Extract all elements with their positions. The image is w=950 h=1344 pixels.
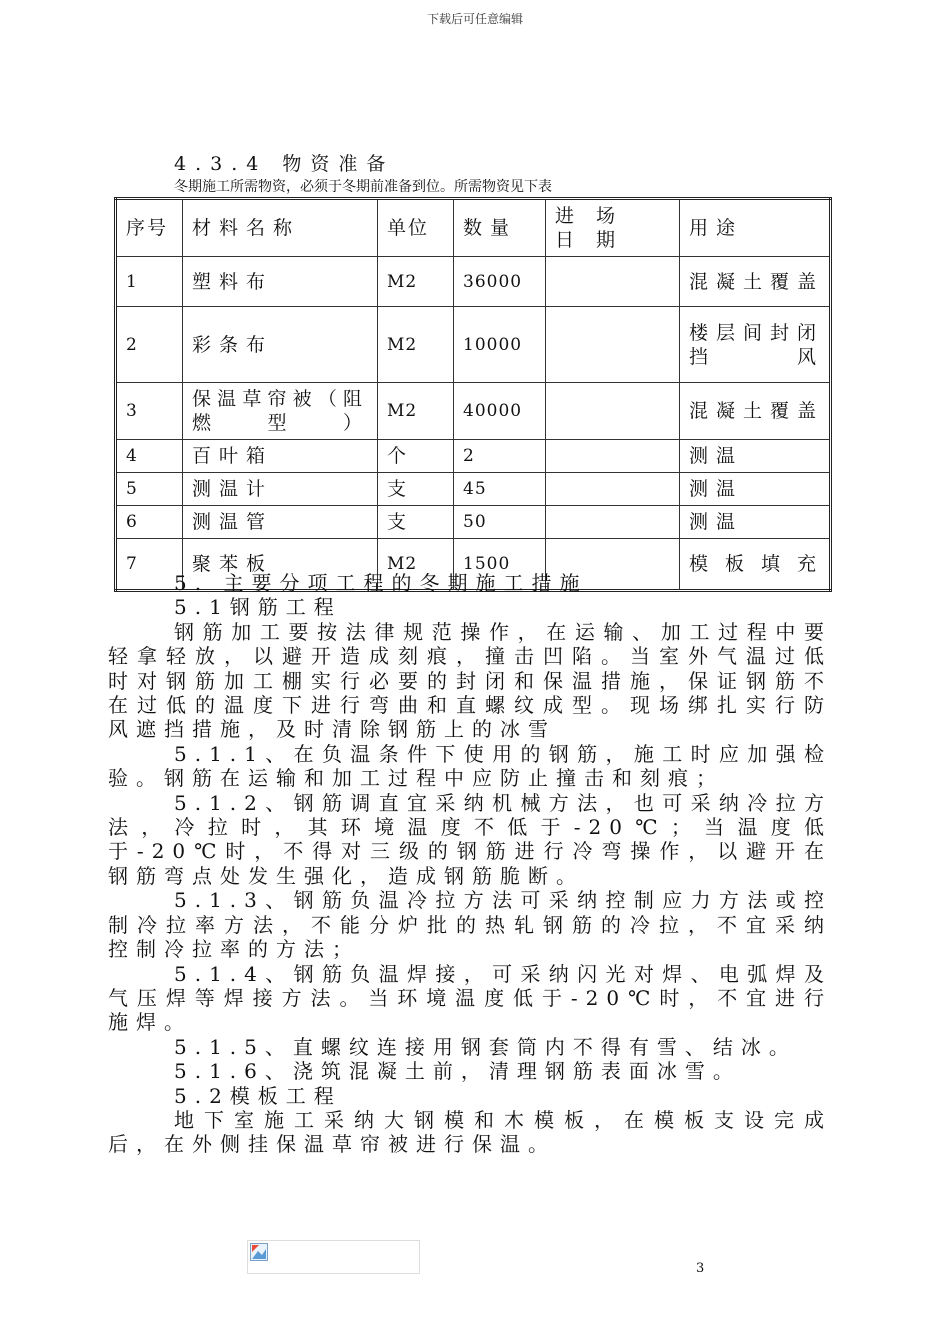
- cell-seq: 1: [116, 257, 183, 307]
- cell-date: [546, 257, 680, 307]
- cell-date: [546, 383, 680, 440]
- table-row: [116, 307, 831, 383]
- cell-name: 塑料布: [183, 257, 378, 307]
- header-note: 下载后可任意编辑: [426, 12, 523, 26]
- table-row: [116, 506, 831, 539]
- body-text: [108, 571, 832, 1157]
- header-use: 用途: [680, 199, 831, 257]
- cell-use: 模板填充: [680, 539, 831, 591]
- cell-date: [546, 506, 680, 539]
- section-5-1-title: 5.1钢筋工程: [174, 595, 342, 620]
- materials-table: [114, 197, 832, 592]
- cell-name: 百叶箱: [183, 440, 378, 473]
- header-date: 进场日期: [546, 199, 680, 257]
- cell-use: 楼层间封闭挡风: [680, 307, 831, 383]
- section-heading: 4.3.4 物资准备: [174, 153, 395, 175]
- cell-name: 彩条布: [183, 307, 378, 383]
- cell-date: [546, 307, 680, 383]
- cell-seq: 2: [116, 307, 183, 383]
- cell-date: [546, 473, 680, 506]
- cell-unit: 个: [378, 440, 454, 473]
- cell-qty: 2: [454, 440, 546, 473]
- table-row: [116, 473, 831, 506]
- cell-qty: 40000: [454, 383, 546, 440]
- cell-qty: 36000: [454, 257, 546, 307]
- cell-unit: M2: [378, 383, 454, 440]
- cell-unit: 支: [378, 473, 454, 506]
- broken-image-icon: [250, 1243, 268, 1261]
- clause-5-1-3: 5.1.3、钢筋负温冷拉方法可采纳控制应力方法或控制冷拉率方法，不能分炉批的热轧钢筋的冷拉，不宜采纳控制冷拉率的方法；: [108, 888, 832, 962]
- cell-unit: M2: [378, 257, 454, 307]
- clause-5-1-4: 5.1.4、钢筋负温焊接，可采纳闪光对焊、电弧焊及气压焊等焊接方法。当环境温度低于-20℃时，不宜进行施焊。: [108, 961, 832, 1035]
- table-row: [116, 383, 831, 440]
- cell-seq: 4: [116, 440, 183, 473]
- cell-use: 混凝土覆盖: [680, 383, 831, 440]
- table-row: [116, 440, 831, 473]
- cell-name: 测温管: [183, 506, 378, 539]
- clause-5-1-5: 5.1.5、直螺纹连接用钢套筒内不得有雪、结冰。: [174, 1034, 797, 1059]
- section-5-1-paragraph: 钢筋加工要按法律规范操作，在运输、加工过程中要轻拿轻放，以避开造成刻痕，撞击凹陷。当室外气温过低时对钢筋加工棚实行必要的封闭和保温措施，保证钢筋不在过低的温度下进行弯曲和直螺纹成型。现场绑扎实行防风遮挡措施，及时清除钢筋上的冰雪: [108, 619, 832, 742]
- cell-use: 测温: [680, 506, 831, 539]
- cell-use: 混凝土覆盖: [680, 257, 831, 307]
- header-name: 材料名称: [183, 199, 378, 257]
- cell-qty: 50: [454, 506, 546, 539]
- section-5-title: 5. 主要分项工程的冬期施工措施: [174, 571, 588, 595]
- cell-seq: 7: [116, 539, 183, 591]
- cell-qty: 1500: [454, 539, 546, 591]
- section-5-2-title: 5.2模板工程: [174, 1083, 342, 1108]
- cell-name: 测温计: [183, 473, 378, 506]
- cell-qty: 10000: [454, 307, 546, 383]
- clause-5-1-1: 5.1.1、在负温条件下使用的钢筋，施工时应加强检验。钢筋在运输和加工过程中应防止撞击和刻痕；: [108, 741, 832, 791]
- clause-5-1-2: 5.1.2、钢筋调直宜采纳机械方法，也可采纳冷拉方法，冷拉时，其环境温度不低于-20℃；当温度低于-20℃时，不得对三级的钢筋进行冷弯操作，以避开在钢筋弯点处发生强化，造成钢筋脆断。: [108, 790, 832, 888]
- header-qty: 数量: [454, 199, 546, 257]
- table-caption: 冬期施工所需物资，必须于冬期前准备到位。所需物资见下表: [174, 179, 552, 195]
- header-seq: 序号: [116, 199, 183, 257]
- cell-unit: 支: [378, 506, 454, 539]
- cell-qty: 45: [454, 473, 546, 506]
- cell-seq: 6: [116, 506, 183, 539]
- cell-seq: 5: [116, 473, 183, 506]
- cell-unit: M2: [378, 539, 454, 591]
- page-number: 3: [696, 1261, 705, 1276]
- cell-use: 测温: [680, 473, 831, 506]
- cell-seq: 3: [116, 383, 183, 440]
- cell-name: 保温草帘被（阻燃型）: [183, 383, 378, 440]
- section-5-2-paragraph: 地下室施工采纳大钢模和木模板，在模板支设完成后，在外侧挂保温草帘被进行保温。: [108, 1107, 832, 1157]
- cell-use: 测温: [680, 440, 831, 473]
- clause-5-1-6: 5.1.6、浇筑混凝土前，清理钢筋表面冰雪。: [174, 1059, 741, 1084]
- image-placeholder: [247, 1240, 420, 1274]
- cell-unit: M2: [378, 307, 454, 383]
- header-unit: 单位: [378, 199, 454, 257]
- table-header-row: [116, 199, 831, 257]
- table-row: [116, 257, 831, 307]
- cell-date: [546, 440, 680, 473]
- cell-name: 聚苯板: [183, 539, 378, 591]
